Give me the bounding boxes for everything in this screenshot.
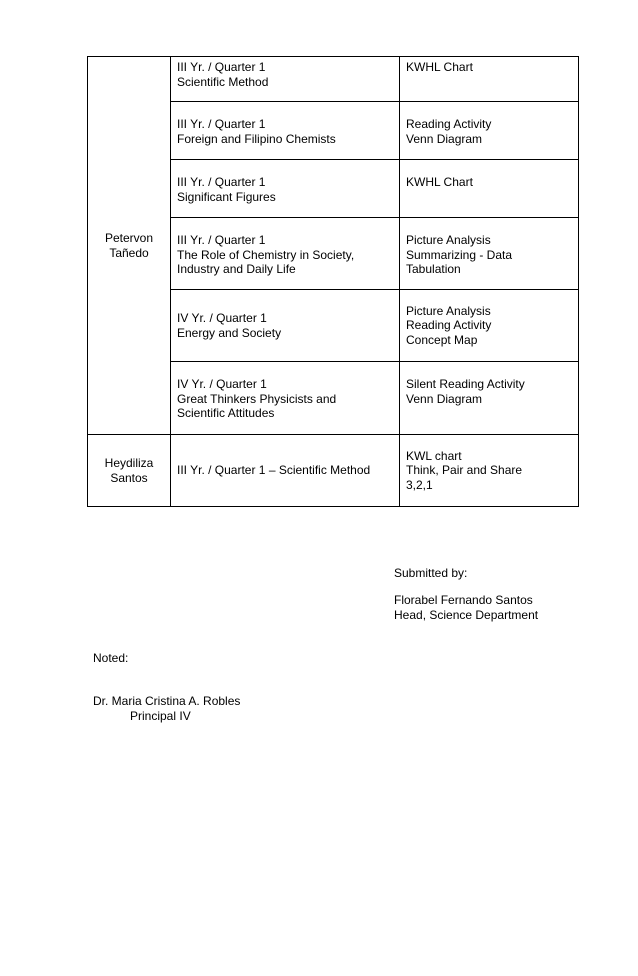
lesson-year: III Yr. / Quarter 1 <box>177 175 266 189</box>
lesson-year: III Yr. / Quarter 1 <box>177 233 266 247</box>
strategy-cell <box>400 435 579 507</box>
lesson-topic: Foreign and Filipino Chemists <box>177 131 336 146</box>
noted-label: Noted: <box>93 651 129 665</box>
lesson-topic: Great Thinkers Physicists and <box>177 391 337 406</box>
lesson-year: III Yr. / Quarter 1 <box>177 60 266 74</box>
lesson-topic: Energy and Society <box>177 325 282 340</box>
teacher-first-name: Petervon <box>104 231 154 245</box>
lesson-year: III Yr. / Quarter 1 <box>177 117 266 131</box>
strategy-item: Summarizing - Data <box>406 247 513 262</box>
lesson-cell <box>171 435 400 507</box>
strategy-cell <box>400 57 579 102</box>
teacher-last-name: Santos <box>110 470 148 485</box>
lesson-cell <box>171 57 400 102</box>
strategy-cell <box>400 218 579 290</box>
lesson-topic: The Role of Chemistry in Society, <box>177 247 355 262</box>
lesson-topic: III Yr. / Quarter 1 – Scientific Method <box>177 463 371 478</box>
strategy-cell <box>400 362 579 435</box>
table-row <box>88 57 579 102</box>
lesson-topic-cont: Industry and Daily Life <box>177 262 296 276</box>
lesson-topic: Significant Figures <box>177 189 276 204</box>
teacher-first-name: Heydiliza <box>104 456 154 470</box>
lesson-cell <box>171 160 400 218</box>
lesson-cell <box>171 362 400 435</box>
submitter-name: Florabel Fernando Santos <box>394 593 533 607</box>
strategy-cell <box>400 102 579 160</box>
strategy-item: Reading Activity <box>406 117 492 131</box>
lesson-topic-cont: Scientific Attitudes <box>177 406 275 420</box>
lesson-topic: Scientific Method <box>177 74 269 89</box>
strategy-item: Venn Diagram <box>406 131 483 146</box>
lesson-strategy-table <box>87 56 579 507</box>
submitter-position: Head, Science Department <box>394 608 539 622</box>
strategy-cell <box>400 160 579 218</box>
noter-name: Dr. Maria Cristina A. Robles <box>93 694 241 708</box>
lesson-year: IV Yr. / Quarter 1 <box>177 377 267 391</box>
strategy-item: Think, Pair and Share <box>406 463 523 478</box>
strategy-item: 3,2,1 <box>406 477 433 492</box>
strategy-item: Tabulation <box>406 262 461 276</box>
strategy-item: Venn Diagram <box>406 391 483 406</box>
strategy-cell <box>400 290 579 362</box>
strategy-item: KWHL Chart <box>406 60 473 74</box>
teacher-last-name: Tañedo <box>109 245 149 260</box>
strategy-item: Concept Map <box>406 332 478 347</box>
strategy-item: KWL chart <box>406 448 462 463</box>
strategy-item: Picture Analysis <box>406 233 491 247</box>
teacher-name-cell <box>88 57 171 435</box>
submitted-by-label: Submitted by: <box>394 566 468 580</box>
strategy-item: KWHL Chart <box>406 175 473 189</box>
teacher-name-cell <box>88 435 171 507</box>
strategy-item: Silent Reading Activity <box>406 377 525 391</box>
noter-position: Principal IV <box>130 709 191 723</box>
lesson-cell <box>171 218 400 290</box>
lesson-cell <box>171 102 400 160</box>
lesson-year: IV Yr. / Quarter 1 <box>177 311 267 325</box>
strategy-item: Picture Analysis <box>406 303 491 318</box>
table-row <box>88 435 579 507</box>
strategy-item: Reading Activity <box>406 318 492 333</box>
lesson-cell <box>171 290 400 362</box>
